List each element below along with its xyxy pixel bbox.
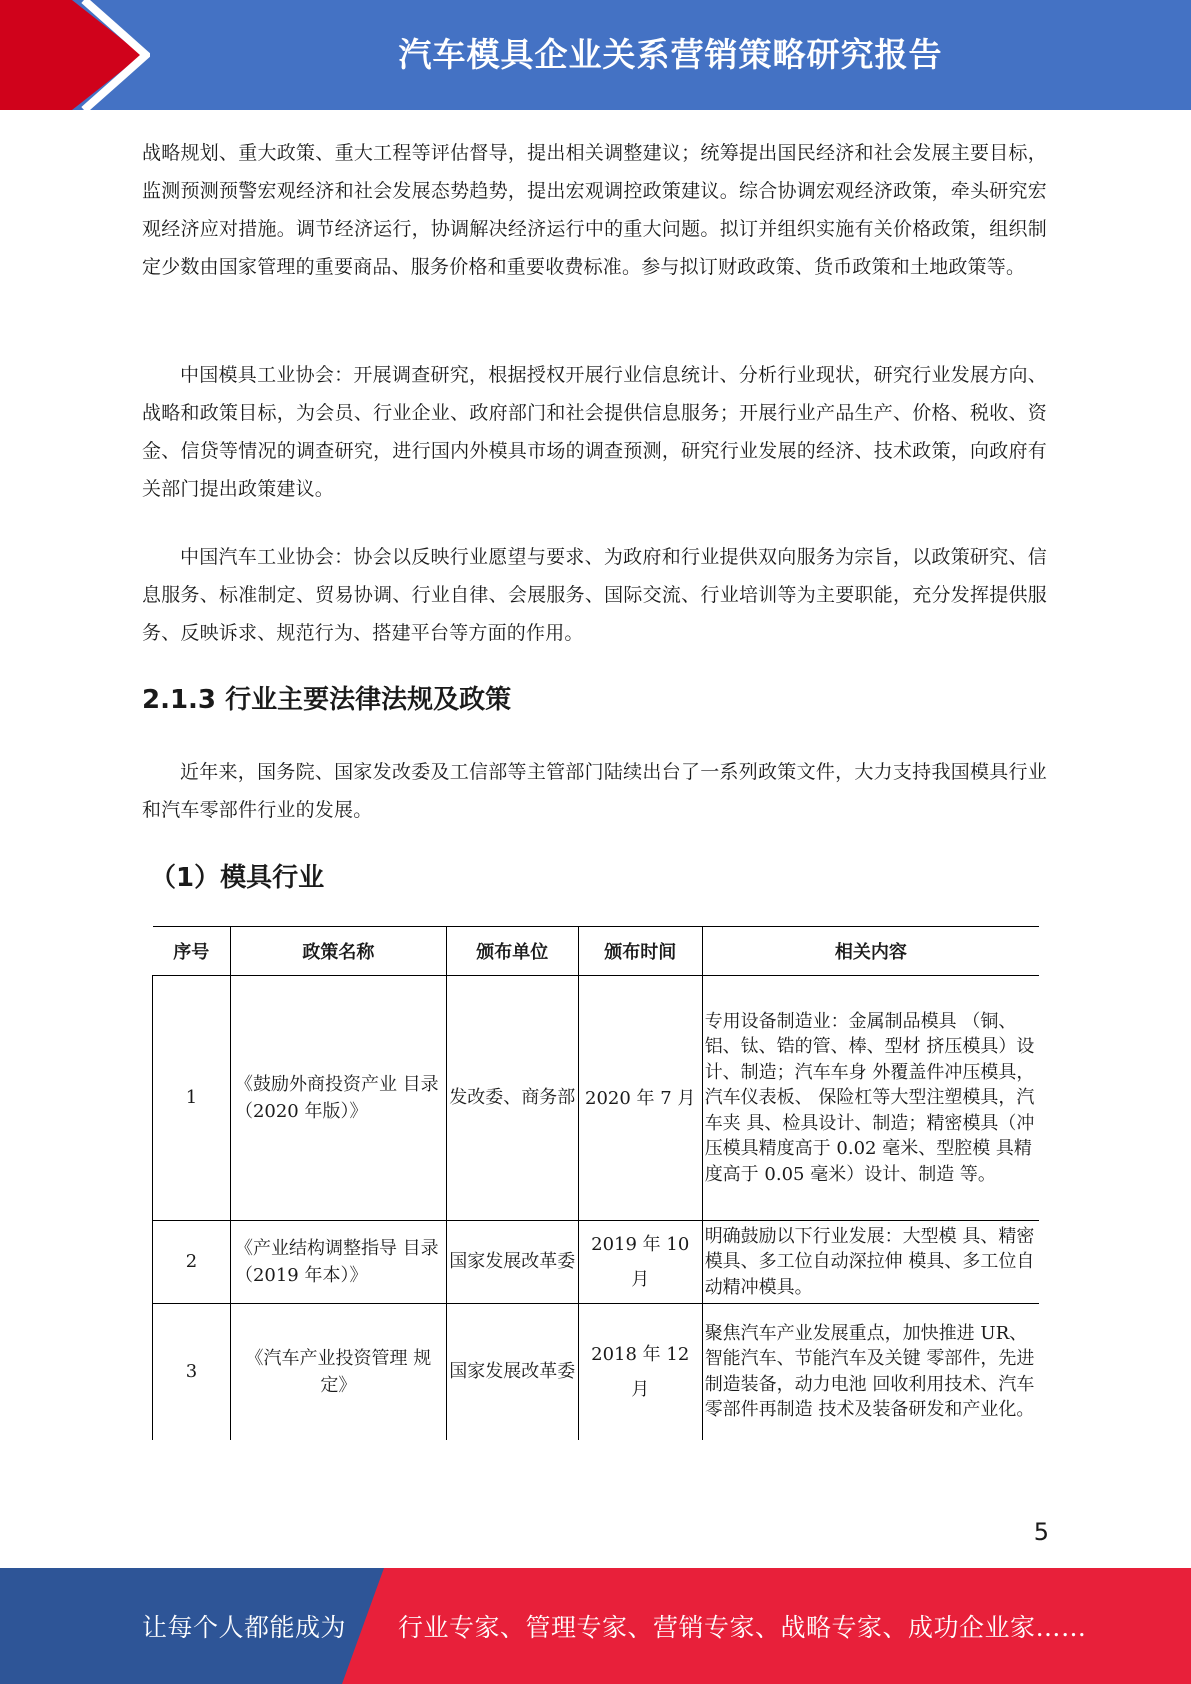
cell-policy-name: 《鼓励外商投资产业 目录（2020 年版）》 [230,976,446,1221]
header-arrow-decoration [0,0,150,110]
cell-no: 1 [153,976,231,1221]
cell-issuer: 发改委、商务部 [446,976,578,1221]
cell-policy-name: 《产业结构调整指导 目录（2019 年本）》 [230,1221,446,1304]
policy-table [152,926,1039,1440]
section-intro: 近年来，国务院、国家发改委及工信部等主管部门陆续出台了一系列政策文件，大力支持我国模具行业和汽车零部件行业的发展。 [142,761,1047,821]
cell-no: 2 [153,1221,231,1304]
sub-heading-mould-industry: （1）模具行业 [150,863,325,893]
cell-no: 3 [153,1304,231,1440]
page-number: 5 [1033,1518,1049,1546]
cell-issuer: 国家发展改革委 [446,1304,578,1440]
cell-content: 明确鼓励以下行业发展：大型模 具、精密模具、多工位自动深拉伸 模具、多工位自动精冲模具。 [702,1221,1039,1304]
col-header-time: 颁布时间 [578,927,702,976]
table-row [153,1304,1040,1440]
paragraph-auto-association: 中国汽车工业协会：协会以反映行业愿望与要求、为政府和行业提供双向服务为宗旨，以政策研究、信息服务、标准制定、贸易协调、行业自律、会展服务、国际交流、行业培训等为主要职能，充分发挥提供服务、反映诉求、规范行为、搭建平台等方面的作用。 [142,546,1047,644]
paragraph-ndrc-duties: 战略规划、重大政策、重大工程等评估督导，提出相关调整建议；统筹提出国民经济和社会发展主要目标，监测预测预警宏观经济和社会发展态势趋势，提出宏观调控政策建议。综合协调宏观经济政策，牵头研究宏观经济应对措施。调节经济运行，协调解决经济运行中的重大问题。拟订并组织实施有关价格政策，组织制定少数由国家管理的重要商品、服务价格和重要收费标准。参与拟订财政政策、货币政策和土地政策等。 [142,142,1047,278]
table-header-row [153,927,1040,976]
section-heading: 2.1.3 行业主要法律法规及政策 [142,685,512,715]
table-row [153,976,1040,1221]
footer-slogan-right: 行业专家、管理专家、营销专家、战略专家、成功企业家…… [398,1613,1087,1642]
footer-slogan-left: 让每个人都能成为 [142,1613,347,1642]
col-header-content: 相关内容 [702,927,1039,976]
col-header-no: 序号 [153,927,231,976]
paragraph-mould-association: 中国模具工业协会：开展调查研究，根据授权开展行业信息统计、分析行业现状，研究行业发展方向、战略和政策目标，为会员、行业企业、政府部门和社会提供信息服务；开展行业产品生产、价格、税收、资金、信贷等情况的调查研究，进行国内外模具市场的调查预测，研究行业发展的经济、技术政策，向政府有关部门提出政策建议。 [142,364,1047,500]
cell-content: 聚焦汽车产业发展重点，加快推进 UR、智能汽车、节能汽车及关键 零部件，先进制造装备，动力电池 回收利用技术、汽车零部件再制造 技术及装备研发和产业化。 [704,1322,1035,1421]
cell-issuer: 国家发展改革委 [446,1221,578,1304]
cell-policy-name: 《汽车产业投资管理 规定》 [230,1304,446,1440]
col-header-unit: 颁布单位 [446,927,578,976]
cell-date: 2020 年 7 月 [578,976,702,1221]
col-header-name: 政策名称 [230,927,446,976]
report-title: 汽车模具企业关系营销策略研究报告 [398,35,943,74]
table-row [153,1221,1040,1304]
page-header [0,0,1191,110]
cell-date: 2019 年 10 月 [578,1221,702,1304]
cell-date: 2018 年 12 月 [578,1304,702,1440]
cell-content: 专用设备制造业：金属制品模具 （铜、铝、钛、锆的管、棒、型材 挤压模具）设计、制造；汽车车身 外覆盖件冲压模具，汽车仪表板、 保险杠等大型注塑模具，汽车夹 具、检具设计、制造；精密模具（冲 压模具精度高于 0.02 毫米、型腔模 具精度高于 0.05 毫米）设计、制造 等。 [702,976,1039,1221]
